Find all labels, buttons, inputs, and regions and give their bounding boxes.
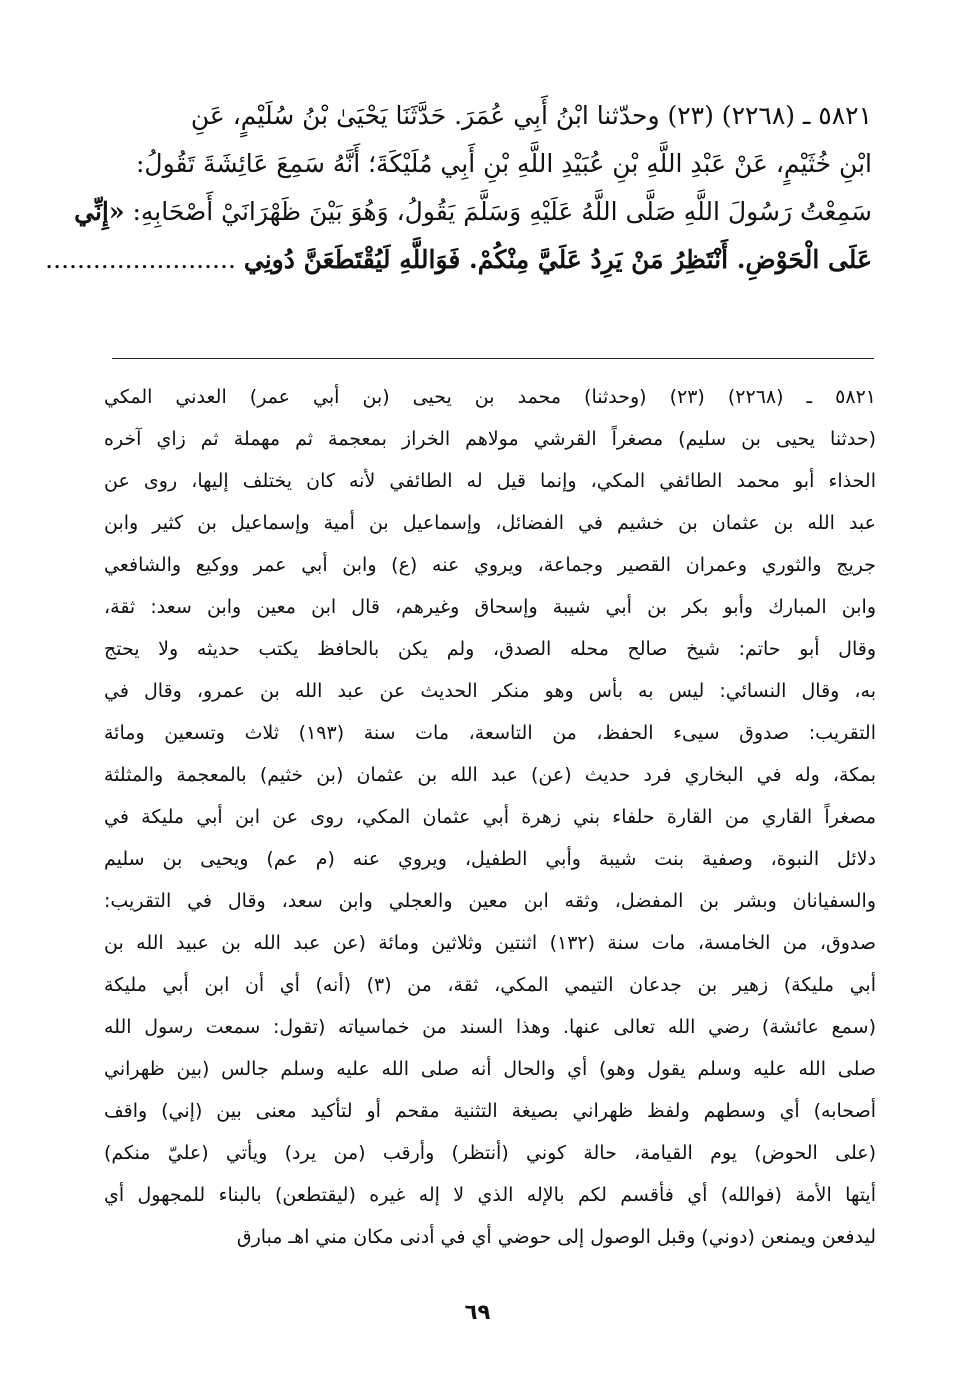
commentary-line: (حدثنا يحيى بن سليم) مصغراً القرشي مولاهم الخراز بمعجمة ثم مهملة ثم زاي آخره (104, 428, 876, 450)
commentary-line: وابن المبارك وأبو بكر بن أبي شيبة وإسحاق وغيرهم، قال ابن معين وابن سعد: ثقة، (104, 596, 876, 618)
hadith-text (45, 92, 872, 284)
commentary-line: عبد الله بن عثمان بن خشيم في الفضائل، وإسماعيل بن أمية وإسماعيل بن كثير وابن (104, 512, 876, 534)
hadith-line-4 (45, 236, 872, 284)
page-number: ٦٩ (464, 1300, 491, 1324)
hadith-line-3 (74, 188, 872, 236)
commentary-line: (سمع عائشة) رضي الله تعالى عنها. وهذا السند من خماسياته (تقول: سمعت رسول الله (104, 1016, 876, 1038)
commentary-line: أبي مليكة) زهير بن جدعان التيمي المكي، ثقة، من (٣) (أنه) أي أن ابن أبي مليكة (104, 974, 876, 996)
commentary-line: (على الحوض) يوم القيامة، حالة كوني (أنتظر) وأرقب (من يرد) ويأتي (عليّ منكم) (104, 1142, 876, 1164)
commentary-line: بمكة، وله في البخاري فرد حديث (عن) عبد الله بن عثمان (بن خثيم) بالمعجمة والمثلثة (104, 764, 876, 786)
commentary-line: والسفيانان وبشر بن المفضل، وثقه ابن معين والعجلي وابن سعد، وقال في التقريب: (104, 890, 876, 912)
commentary-line: به، وقال النسائي: ليس به بأس وهو منكر الحديث عن عبد الله بن عمرو، وقال في (104, 680, 876, 702)
commentary-line: الحذاء أبو محمد الطائفي المكي، وإنما قيل له الطائفي لأنه كان يختلف إليها، روى عن (104, 470, 876, 492)
footnote-divider (112, 358, 874, 359)
commentary-line: صدوق، من الخامسة، مات سنة (١٣٢) اثنتين وثلاثين ومائة (عن عبد الله بن عبيد الله بن (104, 932, 876, 954)
commentary-line: جريج والثوري وعمران القصير وجماعة، ويروي عنه (ع) وابن أبي عمر ووكيع والشافعي (104, 554, 876, 576)
hadith-line-4-bold: عَلَى الْحَوْضِ. أَنْتَظِرُ مَنْ يَرِدُ عَلَيَّ مِنْكُمْ. فَوَاللَّهِ لَيُقْتَطَعَنَّ دُونِي (243, 245, 872, 274)
commentary-line: صلى الله عليه وسلم يقول وهو) أي والحال أنه صلى الله عليه وسلم جالس (بين ظهراني (104, 1058, 876, 1080)
commentary-line: دلائل النبوة، وصفية بنت شيبة وأبي الطفيل، ويروي عنه (م عم) ويحيى بن سليم (104, 848, 876, 870)
commentary-line: أصحابه) أي وسطهم ولفظ ظهراني بصيغة التثنية مقحم أو لتأكيد معنى بين (إني) واقف (104, 1100, 876, 1122)
hadith-line-3-bold: «إِنِّي (74, 197, 125, 226)
commentary-line: ٥٨٢١ ـ (٢٢٦٨) (٢٣) (وحدثنا) محمد بن يحيى (بن أبي عمر) العدني المكي (104, 386, 876, 408)
commentary-line: ليدفعن ويمنعن (دوني) وقبل الوصول إلى حوضي أي في أدنى مكان مني اهـ مبارق (236, 1226, 876, 1248)
commentary-line: وقال أبو حاتم: شيخ صالح محله الصدق، ولم يكن بالحافظ يكتب حديثه ولا يحتج (104, 638, 876, 660)
commentary-text (104, 376, 876, 1258)
commentary-line: أيتها الأمة (فوالله) أي فأقسم لكم بالإله الذي لا إله غيره (ليقتطعن) بالبناء للمجهول أي (104, 1184, 876, 1206)
hadith-line-1: ٥٨٢١ ـ (٢٢٦٨) (٢٣) وحدّثنا ابْنُ أَبِي عُمَرَ. حَدَّثَنَا يَحْيَىٰ بْنُ سُلَيْمٍ، عَنِ (190, 101, 872, 130)
commentary-line: مصغراً القاري من القارة حلفاء بني زهرة أبي عثمان المكي، روى عن ابن أبي مليكة في (104, 806, 876, 828)
hadith-line-2: ابْنِ خُثَيْمٍ، عَنْ عَبْدِ اللَّهِ بْنِ عُبَيْدِ اللَّهِ بْنِ أَبِي مُلَيْكَةَ؛ أَنَّهُ سَمِعَ عَائِشَةَ تَقُولُ: (136, 149, 872, 178)
continuation-dots: ........................ (45, 245, 236, 274)
commentary-line: التقريب: صدوق سيىء الحفظ، من التاسعة، مات سنة (١٩٣) ثلاث وتسعين ومائة (104, 722, 876, 744)
hadith-line-3-regular: سَمِعْتُ رَسُولَ اللَّهِ صَلَّى اللَّهُ عَلَيْهِ وَسَلَّمَ يَقُولُ، وَهُوَ بَيْنَ ظَهْرَانَيْ أَصْحَابِهِ: (124, 197, 872, 226)
